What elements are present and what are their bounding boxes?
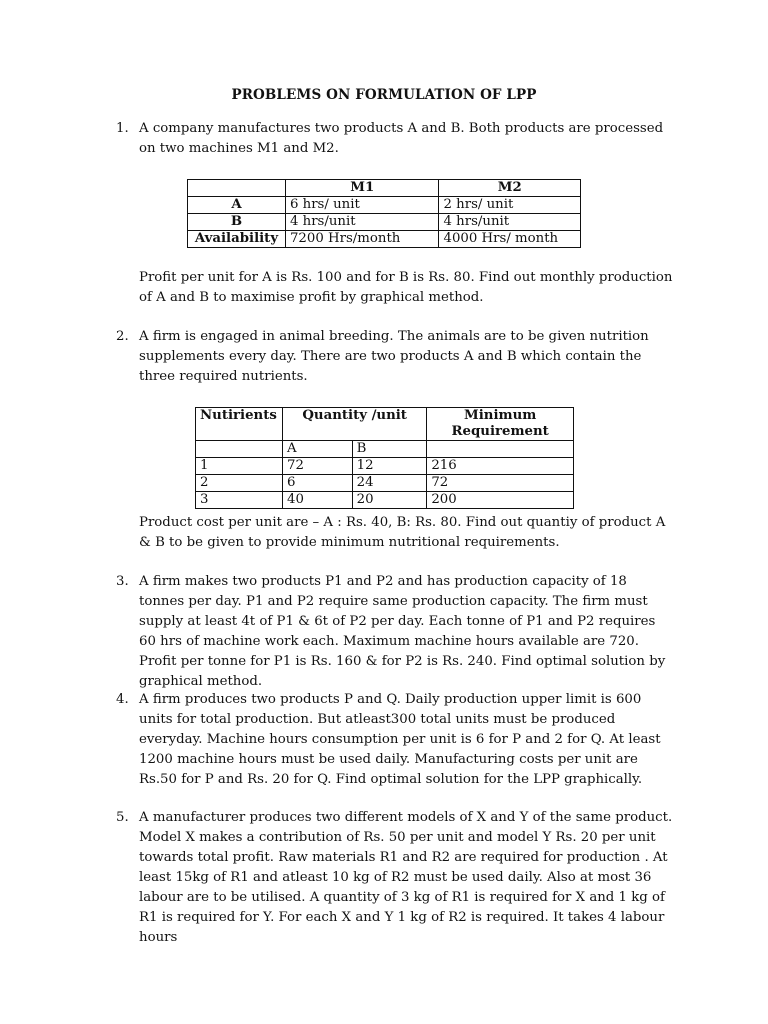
table-header-row [196, 408, 574, 441]
problem-1 [116, 119, 676, 159]
table-cell: Availability [188, 231, 286, 248]
problem-4 [116, 690, 676, 790]
table-row [188, 231, 581, 248]
table-header-cell: Minimum Requirement [427, 408, 574, 441]
table-cell: 200 [427, 492, 574, 509]
problem-number: 5. [116, 810, 129, 825]
table-subheader-cell: B [352, 441, 427, 458]
table-cell: 4 hrs/unit [285, 214, 439, 231]
table-cell: A [188, 197, 286, 214]
table-cell: 3 [196, 492, 283, 509]
table-header-cell: M1 [285, 180, 439, 197]
table-cell: 2 hrs/ unit [439, 197, 581, 214]
table-cell: 4 hrs/unit [439, 214, 581, 231]
table-cell: 7200 Hrs/month [285, 231, 439, 248]
table-row [196, 458, 574, 475]
table-row [196, 492, 574, 509]
table-cell: 40 [282, 492, 352, 509]
machine-hours-table [187, 179, 581, 248]
problem-text: A firm makes two products P1 and P2 and has production capacity of 18 tonnes per day. P1 and P2 require same production capacity. The firm must supply at least 4t of P1 & 6t of P2 per day. Each tonne of P1 and P2 requires 60 hrs of machine work each. Maximum machine hours available are 720. Profit per tonne for P1 is Rs. 160 & for P2 is Rs. 240. Find optimal solution by graphical method. [139, 574, 666, 689]
table-cell: 72 [427, 475, 574, 492]
table-row [188, 197, 581, 214]
table-header-row [188, 180, 581, 197]
table-cell: 24 [352, 475, 427, 492]
table-cell: 12 [352, 458, 427, 475]
table-header-cell: M2 [439, 180, 581, 197]
table-row [188, 214, 581, 231]
problem-number: 4. [116, 692, 129, 707]
table-header-cell [188, 180, 286, 197]
problem-number: 2. [116, 329, 129, 344]
page-title: PROBLEMS ON FORMULATION OF LPP [231, 87, 537, 103]
nutrients-table [195, 407, 574, 509]
problem-text: A manufacturer produces two different models of X and Y of the same product. Model X makes a contribution of Rs. 50 per unit and model Y Rs. 20 per unit towards total profit. Raw materials R1 and R2 are required for production . At least 15kg of R1 and atleast 10 kg of R2 must be used daily. Also at most 36 labour are to be utilised. A quantity of 3 kg of R1 is required for X and 1 kg of R1 is required for Y. For each X and Y 1 kg of R2 is required. It takes 4 labour hours [139, 810, 673, 945]
problem-number: 3. [116, 574, 129, 589]
table-subheader-row [196, 441, 574, 458]
table-row [196, 475, 574, 492]
problem-text: A company manufactures two products A and B. Both products are processed on two machines M1 and M2. [139, 121, 664, 156]
problem-3 [116, 572, 676, 692]
table-cell: 20 [352, 492, 427, 509]
problem-2 [116, 327, 676, 387]
table-subheader-cell: A [282, 441, 352, 458]
table-header-cell: Nutirients [196, 408, 283, 441]
table-cell: 72 [282, 458, 352, 475]
table-cell: 6 hrs/ unit [285, 197, 439, 214]
table-cell: B [188, 214, 286, 231]
problem-1-followup: Profit per unit for A is Rs. 100 and for B is Rs. 80. Find out monthly production of A and B to maximise profit by graphical method. [139, 270, 673, 305]
problem-number: 1. [116, 121, 129, 136]
table-cell: 216 [427, 458, 574, 475]
table-cell: 4000 Hrs/ month [439, 231, 581, 248]
table-cell [427, 441, 574, 458]
problem-2-followup: Product cost per unit are – A : Rs. 40, B: Rs. 80. Find out quantiy of product A & B to be given to provide minimum nutritional requirements. [139, 515, 666, 550]
table-header-cell: Quantity /unit [282, 408, 426, 441]
problem-5 [116, 808, 676, 948]
table-cell [196, 441, 283, 458]
table-cell: 1 [196, 458, 283, 475]
problem-text: A firm is engaged in animal breeding. The animals are to be given nutrition supplements every day. There are two products A and B which contain the three required nutrients. [139, 329, 649, 384]
table-cell: 6 [282, 475, 352, 492]
table-cell: 2 [196, 475, 283, 492]
problem-text: A firm produces two products P and Q. Daily production upper limit is 600 units for total production. But atleast300 total units must be produced everyday. Machine hours consumption per unit is 6 for P and 2 for Q. At least 1200 machine hours must be used daily. Manufacturing costs per unit are Rs.50 for P and Rs. 20 for Q. Find optimal solution for the LPP graphically. [139, 692, 661, 787]
